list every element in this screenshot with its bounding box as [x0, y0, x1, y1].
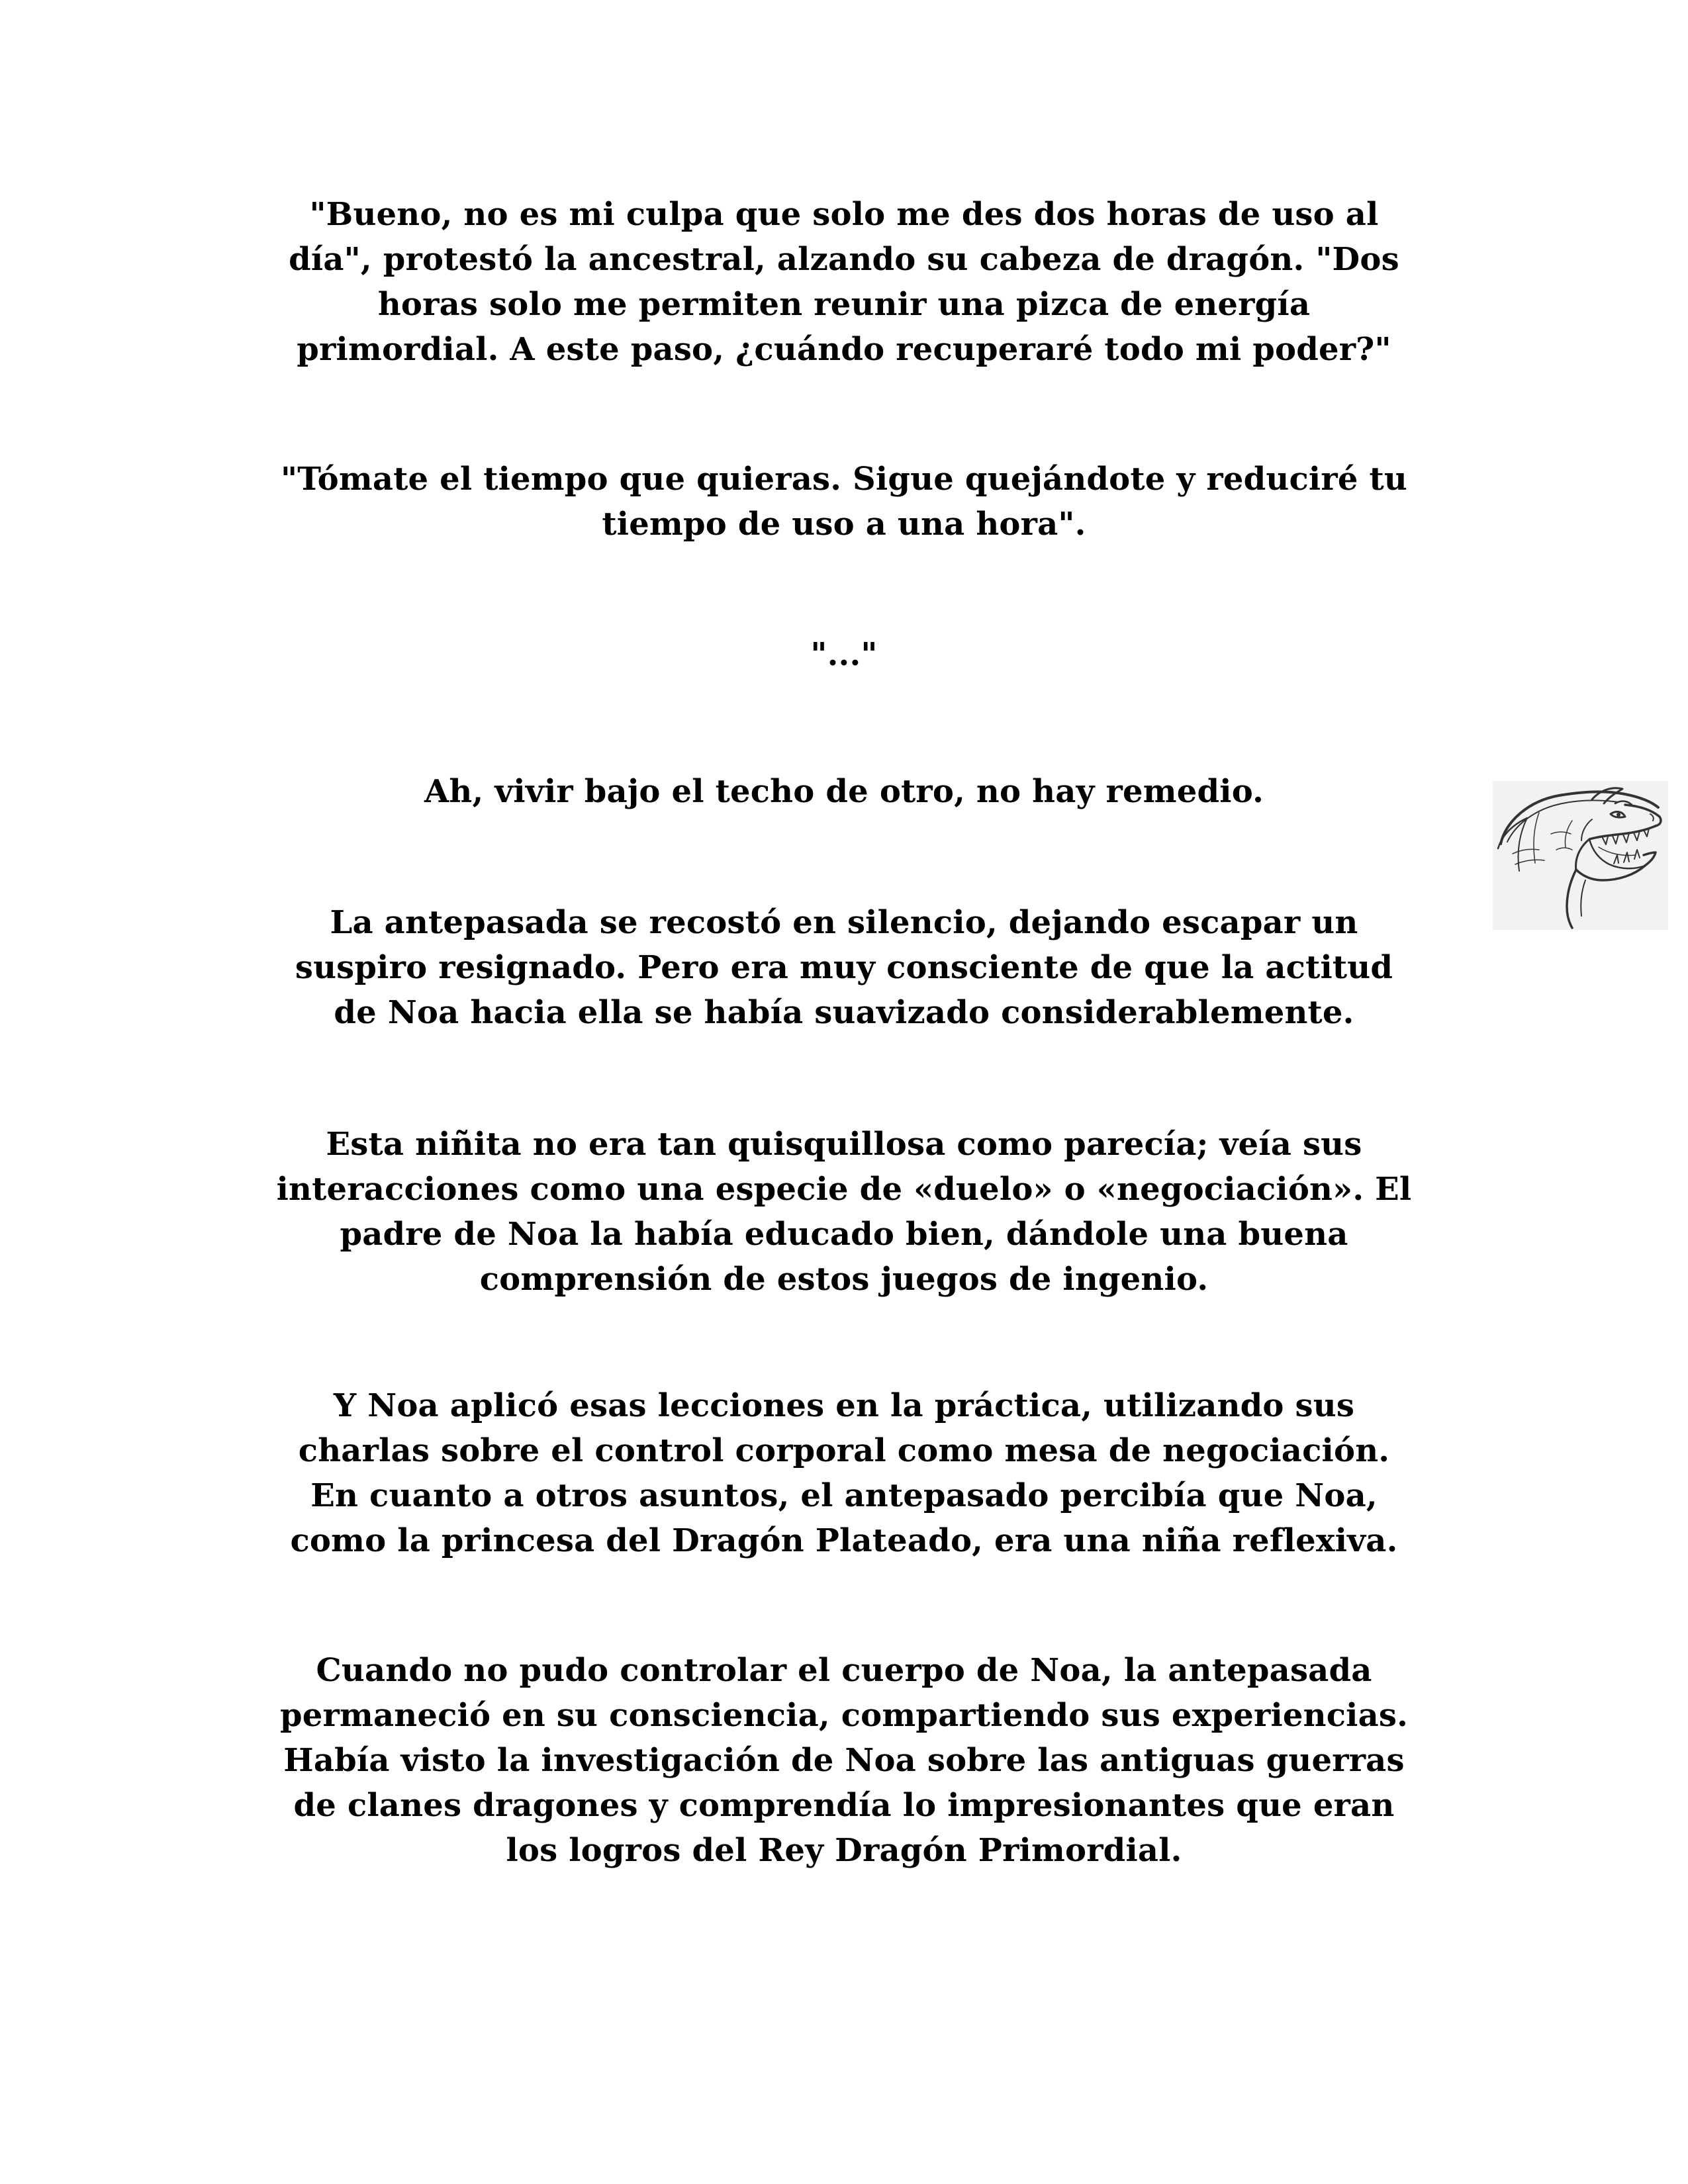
paragraph-7	[199, 1383, 1489, 1563]
text-line: interacciones como una especie de «duelo» o «negociación». El	[276, 1171, 1412, 1208]
text-line: comprensión de estos juegos de ingenio.	[479, 1261, 1209, 1298]
text-line: En cuanto a otros asuntos, el antepasado percibía que Noa,	[310, 1477, 1378, 1514]
paragraph-1	[199, 192, 1489, 372]
text-line: Esta niñita no era tan quisquillosa como parecía; veía sus	[326, 1126, 1362, 1163]
text-line: de Noa hacia ella se había suavizado considerablemente.	[334, 994, 1354, 1031]
text-line: como la princesa del Dragón Plateado, era una niña reflexiva.	[290, 1522, 1398, 1559]
text-line: tiempo de uso a una hora".	[602, 506, 1086, 543]
paragraph-8	[199, 1648, 1489, 1873]
text-line: "..."	[810, 636, 878, 673]
text-line: Cuando no pudo controlar el cuerpo de Noa, la antepasada	[316, 1652, 1372, 1689]
dragon-head-sketch-icon	[1493, 781, 1668, 930]
text-line: los logros del Rey Dragón Primordial.	[506, 1832, 1182, 1869]
paragraph-6	[199, 1122, 1489, 1302]
paragraph-3	[199, 632, 1489, 677]
text-line: padre de Noa la había educado bien, dándole una buena	[340, 1216, 1348, 1253]
text-line: La antepasada se recostó en silencio, dejando escapar un	[330, 904, 1358, 941]
text-line: Ah, vivir bajo el techo de otro, no hay remedio.	[424, 773, 1264, 810]
paragraph-2	[199, 457, 1489, 547]
text-line: Había visto la investigación de Noa sobre las antiguas guerras	[283, 1742, 1405, 1779]
text-line: horas solo me permiten reunir una pizca de energía	[377, 286, 1311, 323]
text-line: Y Noa aplicó esas lecciones en la práctica, utilizando sus	[333, 1387, 1355, 1424]
text-line: de clanes dragones y comprendía lo impresionantes que eran	[293, 1787, 1395, 1824]
text-line: "Bueno, no es mi culpa que solo me des dos horas de uso al	[309, 196, 1379, 233]
text-line: suspiro resignado. Pero era muy consciente de que la actitud	[295, 949, 1393, 986]
text-line: "Tómate el tiempo que quieras. Sigue quejándote y reduciré tu	[281, 461, 1407, 498]
text-line: primordial. A este paso, ¿cuándo recuperaré todo mi poder?"	[297, 331, 1391, 368]
text-line: charlas sobre el control corporal como mesa de negociación.	[298, 1432, 1390, 1469]
paragraph-4	[199, 769, 1489, 814]
text-line: permaneció en su consciencia, compartiendo sus experiencias.	[279, 1697, 1409, 1734]
text-line: día", protestó la ancestral, alzando su cabeza de dragón. "Dos	[289, 241, 1399, 278]
paragraph-5	[199, 900, 1489, 1035]
